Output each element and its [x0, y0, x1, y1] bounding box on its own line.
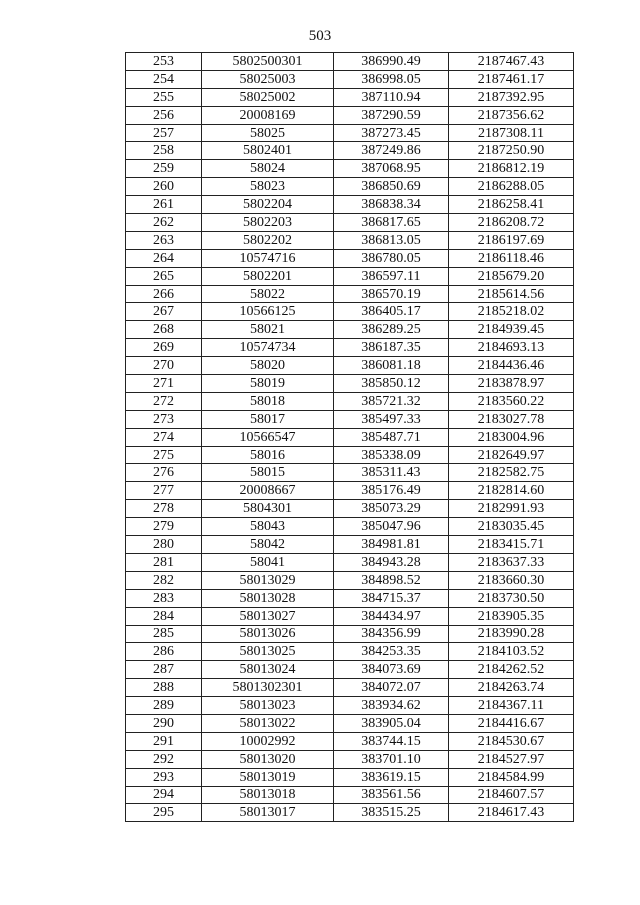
point-number-cell: 260	[126, 178, 202, 196]
point-id-cell: 20008667	[202, 482, 334, 500]
point-id-cell: 58013019	[202, 768, 334, 786]
y-coordinate-cell: 2184262.52	[449, 661, 574, 679]
y-coordinate-cell: 2186118.46	[449, 249, 574, 267]
x-coordinate-cell: 386813.05	[334, 231, 449, 249]
x-coordinate-cell: 385850.12	[334, 375, 449, 393]
point-number-cell: 275	[126, 446, 202, 464]
point-id-cell: 58043	[202, 518, 334, 536]
table-row	[126, 732, 574, 750]
x-coordinate-cell: 386838.34	[334, 196, 449, 214]
x-coordinate-cell: 384073.69	[334, 661, 449, 679]
point-number-cell: 262	[126, 214, 202, 232]
point-number-cell: 293	[126, 768, 202, 786]
point-id-cell: 58013018	[202, 786, 334, 804]
point-number-cell: 267	[126, 303, 202, 321]
coordinates-table-body	[126, 53, 574, 822]
table-row	[126, 142, 574, 160]
y-coordinate-cell: 2184617.43	[449, 804, 574, 822]
y-coordinate-cell: 2186258.41	[449, 196, 574, 214]
x-coordinate-cell: 383744.15	[334, 732, 449, 750]
y-coordinate-cell: 2183637.33	[449, 553, 574, 571]
point-number-cell: 258	[126, 142, 202, 160]
y-coordinate-cell: 2186197.69	[449, 231, 574, 249]
y-coordinate-cell: 2186208.72	[449, 214, 574, 232]
table-row	[126, 750, 574, 768]
point-id-cell: 10574734	[202, 339, 334, 357]
x-coordinate-cell: 386998.05	[334, 70, 449, 88]
point-number-cell: 285	[126, 625, 202, 643]
y-coordinate-cell: 2185614.56	[449, 285, 574, 303]
point-id-cell: 58013017	[202, 804, 334, 822]
y-coordinate-cell: 2183905.35	[449, 607, 574, 625]
y-coordinate-cell: 2185679.20	[449, 267, 574, 285]
y-coordinate-cell: 2187467.43	[449, 53, 574, 71]
point-id-cell: 58013029	[202, 571, 334, 589]
y-coordinate-cell: 2184939.45	[449, 321, 574, 339]
point-number-cell: 276	[126, 464, 202, 482]
y-coordinate-cell: 2184693.13	[449, 339, 574, 357]
x-coordinate-cell: 387249.86	[334, 142, 449, 160]
point-number-cell: 289	[126, 697, 202, 715]
y-coordinate-cell: 2183990.28	[449, 625, 574, 643]
point-number-cell: 292	[126, 750, 202, 768]
point-number-cell: 271	[126, 375, 202, 393]
y-coordinate-cell: 2182582.75	[449, 464, 574, 482]
point-id-cell: 5802401	[202, 142, 334, 160]
x-coordinate-cell: 385047.96	[334, 518, 449, 536]
y-coordinate-cell: 2185218.02	[449, 303, 574, 321]
point-number-cell: 281	[126, 553, 202, 571]
x-coordinate-cell: 385311.43	[334, 464, 449, 482]
table-row	[126, 714, 574, 732]
x-coordinate-cell: 384434.97	[334, 607, 449, 625]
point-id-cell: 10574716	[202, 249, 334, 267]
y-coordinate-cell: 2187250.90	[449, 142, 574, 160]
point-number-cell: 256	[126, 106, 202, 124]
table-row	[126, 518, 574, 536]
table-row	[126, 410, 574, 428]
table-row	[126, 446, 574, 464]
y-coordinate-cell: 2184436.46	[449, 357, 574, 375]
point-number-cell: 286	[126, 643, 202, 661]
table-row	[126, 679, 574, 697]
x-coordinate-cell: 387110.94	[334, 88, 449, 106]
table-row	[126, 303, 574, 321]
table-row	[126, 536, 574, 554]
coordinates-table	[125, 52, 574, 822]
table-row	[126, 124, 574, 142]
point-id-cell: 58016	[202, 446, 334, 464]
table-row	[126, 589, 574, 607]
point-id-cell: 58013028	[202, 589, 334, 607]
table-row	[126, 553, 574, 571]
point-id-cell: 58025	[202, 124, 334, 142]
point-number-cell: 282	[126, 571, 202, 589]
point-number-cell: 280	[126, 536, 202, 554]
point-number-cell: 274	[126, 428, 202, 446]
y-coordinate-cell: 2186812.19	[449, 160, 574, 178]
point-number-cell: 261	[126, 196, 202, 214]
point-number-cell: 279	[126, 518, 202, 536]
y-coordinate-cell: 2184607.57	[449, 786, 574, 804]
x-coordinate-cell: 386780.05	[334, 249, 449, 267]
y-coordinate-cell: 2184530.67	[449, 732, 574, 750]
y-coordinate-cell: 2183035.45	[449, 518, 574, 536]
point-id-cell: 5802204	[202, 196, 334, 214]
table-row	[126, 768, 574, 786]
point-number-cell: 288	[126, 679, 202, 697]
point-id-cell: 10566125	[202, 303, 334, 321]
x-coordinate-cell: 384253.35	[334, 643, 449, 661]
point-number-cell: 284	[126, 607, 202, 625]
table-row	[126, 464, 574, 482]
y-coordinate-cell: 2183878.97	[449, 375, 574, 393]
point-id-cell: 58023	[202, 178, 334, 196]
x-coordinate-cell: 385487.71	[334, 428, 449, 446]
x-coordinate-cell: 383934.62	[334, 697, 449, 715]
x-coordinate-cell: 385497.33	[334, 410, 449, 428]
point-id-cell: 58025003	[202, 70, 334, 88]
table-row	[126, 321, 574, 339]
y-coordinate-cell: 2183660.30	[449, 571, 574, 589]
point-id-cell: 58013025	[202, 643, 334, 661]
table-row	[126, 375, 574, 393]
x-coordinate-cell: 383905.04	[334, 714, 449, 732]
page-number: 503	[308, 28, 332, 44]
point-id-cell: 5802500301	[202, 53, 334, 71]
x-coordinate-cell: 383701.10	[334, 750, 449, 768]
point-number-cell: 295	[126, 804, 202, 822]
x-coordinate-cell: 384981.81	[334, 536, 449, 554]
y-coordinate-cell: 2186288.05	[449, 178, 574, 196]
y-coordinate-cell: 2184527.97	[449, 750, 574, 768]
x-coordinate-cell: 386990.49	[334, 53, 449, 71]
table-row	[126, 70, 574, 88]
y-coordinate-cell: 2184367.11	[449, 697, 574, 715]
point-number-cell: 270	[126, 357, 202, 375]
table-row	[126, 625, 574, 643]
y-coordinate-cell: 2183730.50	[449, 589, 574, 607]
x-coordinate-cell: 384356.99	[334, 625, 449, 643]
point-id-cell: 58041	[202, 553, 334, 571]
x-coordinate-cell: 385073.29	[334, 500, 449, 518]
table-row	[126, 500, 574, 518]
x-coordinate-cell: 384072.07	[334, 679, 449, 697]
point-number-cell: 283	[126, 589, 202, 607]
point-id-cell: 58024	[202, 160, 334, 178]
table-row	[126, 178, 574, 196]
point-number-cell: 263	[126, 231, 202, 249]
table-row	[126, 249, 574, 267]
point-number-cell: 272	[126, 392, 202, 410]
point-id-cell: 58018	[202, 392, 334, 410]
table-row	[126, 357, 574, 375]
table-row	[126, 607, 574, 625]
y-coordinate-cell: 2182649.97	[449, 446, 574, 464]
x-coordinate-cell: 386597.11	[334, 267, 449, 285]
point-number-cell: 265	[126, 267, 202, 285]
x-coordinate-cell: 387068.95	[334, 160, 449, 178]
point-id-cell: 58019	[202, 375, 334, 393]
point-id-cell: 58020	[202, 357, 334, 375]
x-coordinate-cell: 387273.45	[334, 124, 449, 142]
point-id-cell: 58013027	[202, 607, 334, 625]
table-row	[126, 339, 574, 357]
point-id-cell: 58042	[202, 536, 334, 554]
x-coordinate-cell: 385721.32	[334, 392, 449, 410]
point-id-cell: 58013020	[202, 750, 334, 768]
table-row	[126, 160, 574, 178]
y-coordinate-cell: 2182814.60	[449, 482, 574, 500]
x-coordinate-cell: 386187.35	[334, 339, 449, 357]
point-number-cell: 278	[126, 500, 202, 518]
y-coordinate-cell: 2184263.74	[449, 679, 574, 697]
point-number-cell: 254	[126, 70, 202, 88]
point-id-cell: 5801302301	[202, 679, 334, 697]
y-coordinate-cell: 2184103.52	[449, 643, 574, 661]
x-coordinate-cell: 384715.37	[334, 589, 449, 607]
x-coordinate-cell: 385176.49	[334, 482, 449, 500]
x-coordinate-cell: 383619.15	[334, 768, 449, 786]
x-coordinate-cell: 383561.56	[334, 786, 449, 804]
table-row	[126, 88, 574, 106]
point-number-cell: 277	[126, 482, 202, 500]
x-coordinate-cell: 384943.28	[334, 553, 449, 571]
table-row	[126, 196, 574, 214]
point-id-cell: 58025002	[202, 88, 334, 106]
point-number-cell: 287	[126, 661, 202, 679]
point-id-cell: 58021	[202, 321, 334, 339]
table-row	[126, 643, 574, 661]
y-coordinate-cell: 2183004.96	[449, 428, 574, 446]
x-coordinate-cell: 385338.09	[334, 446, 449, 464]
point-number-cell: 273	[126, 410, 202, 428]
table-row	[126, 214, 574, 232]
point-number-cell: 253	[126, 53, 202, 71]
y-coordinate-cell: 2184416.67	[449, 714, 574, 732]
y-coordinate-cell: 2183027.78	[449, 410, 574, 428]
point-id-cell: 58015	[202, 464, 334, 482]
point-id-cell: 20008169	[202, 106, 334, 124]
x-coordinate-cell: 384898.52	[334, 571, 449, 589]
table-row	[126, 804, 574, 822]
point-number-cell: 264	[126, 249, 202, 267]
y-coordinate-cell: 2184584.99	[449, 768, 574, 786]
x-coordinate-cell: 386850.69	[334, 178, 449, 196]
table-row	[126, 285, 574, 303]
x-coordinate-cell: 386570.19	[334, 285, 449, 303]
point-id-cell: 10566547	[202, 428, 334, 446]
point-number-cell: 291	[126, 732, 202, 750]
table-row	[126, 571, 574, 589]
x-coordinate-cell: 386081.18	[334, 357, 449, 375]
point-id-cell: 58013024	[202, 661, 334, 679]
point-id-cell: 5802201	[202, 267, 334, 285]
table-row	[126, 392, 574, 410]
table-row	[126, 53, 574, 71]
table-row	[126, 661, 574, 679]
table-row	[126, 106, 574, 124]
y-coordinate-cell: 2187308.11	[449, 124, 574, 142]
point-number-cell: 290	[126, 714, 202, 732]
point-number-cell: 255	[126, 88, 202, 106]
point-id-cell: 5804301	[202, 500, 334, 518]
table-row	[126, 231, 574, 249]
point-number-cell: 268	[126, 321, 202, 339]
table-row	[126, 267, 574, 285]
x-coordinate-cell: 386289.25	[334, 321, 449, 339]
point-number-cell: 266	[126, 285, 202, 303]
point-id-cell: 58013022	[202, 714, 334, 732]
point-number-cell: 294	[126, 786, 202, 804]
y-coordinate-cell: 2182991.93	[449, 500, 574, 518]
x-coordinate-cell: 387290.59	[334, 106, 449, 124]
y-coordinate-cell: 2187356.62	[449, 106, 574, 124]
table-row	[126, 786, 574, 804]
table-row	[126, 482, 574, 500]
point-id-cell: 5802202	[202, 231, 334, 249]
point-id-cell: 58017	[202, 410, 334, 428]
point-id-cell: 5802203	[202, 214, 334, 232]
y-coordinate-cell: 2183560.22	[449, 392, 574, 410]
y-coordinate-cell: 2183415.71	[449, 536, 574, 554]
point-id-cell: 58013026	[202, 625, 334, 643]
y-coordinate-cell: 2187461.17	[449, 70, 574, 88]
x-coordinate-cell: 383515.25	[334, 804, 449, 822]
table-row	[126, 697, 574, 715]
x-coordinate-cell: 386817.65	[334, 214, 449, 232]
point-number-cell: 259	[126, 160, 202, 178]
point-id-cell: 58022	[202, 285, 334, 303]
y-coordinate-cell: 2187392.95	[449, 88, 574, 106]
table-row	[126, 428, 574, 446]
point-number-cell: 257	[126, 124, 202, 142]
point-id-cell: 10002992	[202, 732, 334, 750]
x-coordinate-cell: 386405.17	[334, 303, 449, 321]
point-number-cell: 269	[126, 339, 202, 357]
point-id-cell: 58013023	[202, 697, 334, 715]
